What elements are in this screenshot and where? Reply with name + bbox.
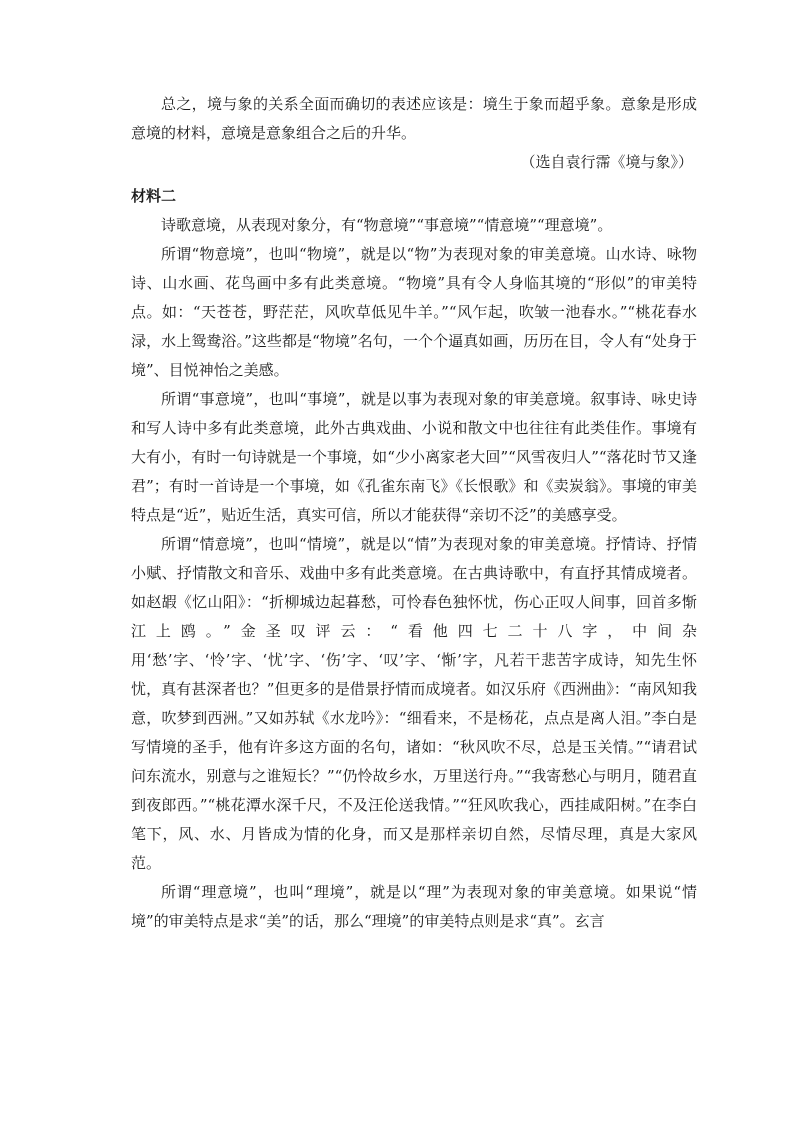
body-paragraph-overview: 诗歌意境，从表现对象分，有“物意境”“事意境”“情意境”“理意境”。 <box>161 216 613 234</box>
document-page <box>131 90 697 936</box>
body-paragraph-reason-realm: 所谓“理意境”，也叫“理境”，就是以“理”为表现对象的审美意境。如果说“情境”的审美特点是求“美”的话，那么“理境”的审美特点则是求“真”。玄言 <box>131 883 697 930</box>
body-paragraph-event-realm: 所谓“事意境”，也叫“事境”，就是以事为表现对象的审美意境。叙事诗、咏史诗和写人诗中多有此类意境，此外古典戏曲、小说和散文中也往往有此类佳作。事境有大有小，有时一句诗就是一个事境，如“少小离家老大回”“风雪夜归人”“落花时节又逢君”；有时一首诗是一个事境，如《孔雀东南飞》《长恨歌》和《卖炭翁》。事境的审美特点是“近”，贴近生活，真实可信，所以才能获得“亲切不泛”的美感享受。 <box>131 390 697 524</box>
source-citation: （选自袁行霈《境与象》） <box>520 153 693 171</box>
intro-paragraph: 总之，境与象的关系全面而确切的表述应该是：境生于象而超乎象。意象是形成意境的材料，意境是意象组合之后的升华。 <box>131 95 697 142</box>
body-paragraph-emotion-realm: 所谓“情意境”，也叫“情境”，就是以“情”为表现对象的审美意境。抒情诗、抒情小赋、抒情散文和音乐、戏曲中多有此类意境。在古典诗歌中，有直抒其情成境者。如赵嘏《忆山阳》：“折柳城边起暮愁，可怜春色独怀忧，伤心正叹人间事，回首多惭江上鸥。”金圣叹评云：“看他四七二十八字，中间杂用‘愁’字、‘怜’字、‘忧’字、‘伤’字、‘叹’字、‘惭’字，凡若干悲苦字成诗，知先生怀忧，真有甚深者也？”但更多的是借景抒情而成境者。如汉乐府《西洲曲》：“南风知我意，吹梦到西洲。”又如苏轼《水龙吟》：“细看来，不是杨花，点点是离人泪。”李白是写情境的圣手，他有许多这方面的名句，诸如：“秋风吹不尽，总是玉关情。”“请君试问东流水，别意与之谁短长？”“仍怜故乡水，万里送行舟。”“我寄愁心与明月，随君直到夜郎西。”“桃花潭水深千尺，不及汪伦送我情。”“狂风吹我心，西挂咸阳树。”在李白笔下，风、水、月皆成为情的化身，而又是那样亲切自然，尽情尽理，真是大家风范。 <box>131 535 697 872</box>
section-heading: 材料二 <box>131 187 177 205</box>
body-paragraph-object-realm: 所谓“物意境”，也叫“物境”，就是以“物”为表现对象的审美意境。山水诗、咏物诗、山水画、花鸟画中多有此类意境。“物境”具有令人身临其境的“形似”的审美特点。如：“天苍苍，野茫茫，风吹草低见牛羊。”“风乍起，吹皱一池春水。”“桃花春水渌，水上鸳鸯浴。”这些都是“物境”名句，一个个逼真如画，历历在目，令人有“处身于境”、目悦神怡之美感。 <box>131 245 697 379</box>
